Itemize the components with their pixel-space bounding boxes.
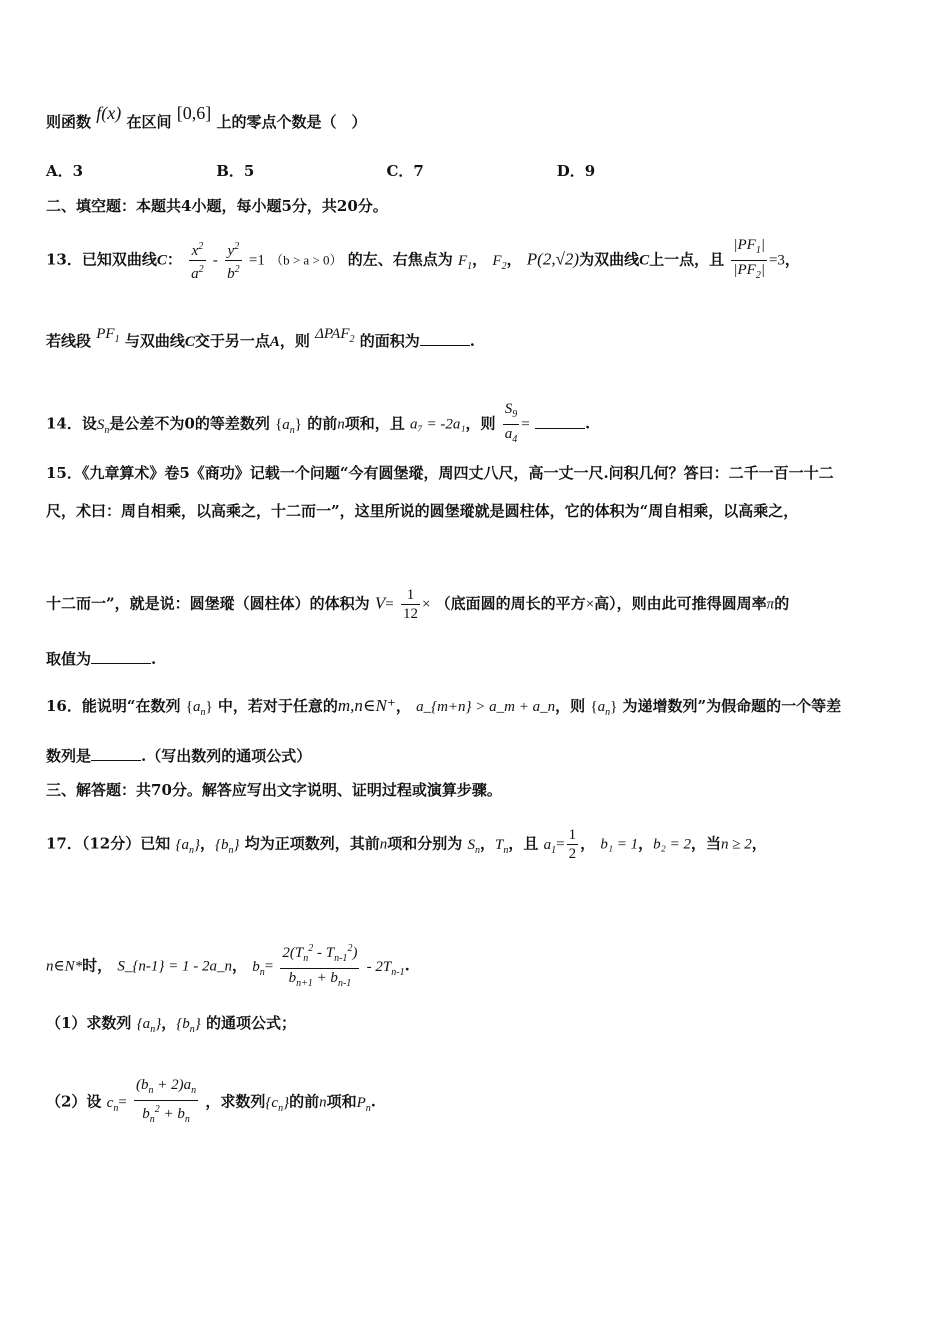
- frac-s9-a4: $\frac{S_9}{a_4}$: [504, 401, 518, 445]
- q16-answer-blank[interactable]: [91, 746, 141, 761]
- section-2-heading: 二、填空题：本题共4小题，每小题5分，共20分。: [46, 197, 388, 215]
- q13-line2: 若线段 $PF_1$ 与双曲线C交于另一点A，则 $\Delta PAF_2$ 的面积为 .: [46, 326, 475, 350]
- q17-part2: （2）设 $c_n=$ $\frac{(b_n + 2)a_n}{b_n^2 + b_n}$ ，求数列$\{c_n\}$的前n项和$P_n$.: [46, 1076, 920, 1129]
- frac-bn-formula: $\frac{2(T_n^2 - T_{n-1}^2)}{b_{n+1} + b_{n-1}}$: [280, 940, 359, 993]
- option-d[interactable]: D．9: [556, 162, 596, 180]
- q12-stem: 则函数 f(x) 在区间 [0,6] 上的零点个数是（ ）: [46, 103, 367, 131]
- option-a[interactable]: A．3: [46, 162, 84, 180]
- option-b[interactable]: B．5: [216, 162, 255, 180]
- option-c[interactable]: C．7: [386, 162, 424, 180]
- f1-label: $F_1$: [457, 252, 473, 272]
- q15-line2: 尺，术曰：周自相乘，以高乘之，十二而一”，这里所说的圆堡瑽就是圆柱体，它的体积为“周自相乘，以高乘之，: [46, 502, 799, 520]
- q12-options: [46, 160, 920, 182]
- frac-1-12: $\frac{1}{12}$: [402, 587, 418, 622]
- frac-y2-b2: $\frac{y^2}{b^2}$: [225, 238, 242, 283]
- section-3-heading: 三、解答题：共70分。解答应写出文字说明、证明过程或演算步骤。: [46, 781, 502, 799]
- q14-line: 14．设$S_n$是公差不为0的等差数列 $\{a_n\}$ 的前n项和，且 a₇ = -2a₁，则 $\frac{S_9}{a_4}$ = .: [46, 400, 920, 449]
- q15-line4: 取值为 .: [46, 650, 157, 668]
- q17-line2: n∈N*时， S_{n-1} = 1 - 2a_n， $b_n=$ $\frac{2(T_n^2 - T_{n-1}^2)}{b_{n+1} + b_{n-1}}$ - $2T_{n-1}$.: [46, 940, 920, 993]
- q17-part1: （1）求数列 $\{a_n\}$，$\{b_n\}$ 的通项公式；: [46, 1014, 296, 1035]
- triangle-label: $\Delta PAF_2$: [315, 326, 355, 345]
- q16-line2: 数列是 .（写出数列的通项公式）: [46, 747, 312, 765]
- q15-line1: 15．《九章算术》卷5《商功》记载一个问题“今有圆堡瑽，周四丈八尺，高一丈一尺.问积几何？答曰：二千一百一十二: [46, 464, 834, 482]
- frac-half: $\frac{1}{2}$: [568, 827, 577, 862]
- pf1-label: $PF_1$: [96, 326, 120, 345]
- q16-line1: 16．能说明“在数列 $\{a_n\}$ 中，若对于任意的m,n∈N⁺， a_{m+n} > a_m + a_n，则 $\{a_n\}$ 为递增数列”为假命题的一个等差: [46, 696, 842, 718]
- q15-answer-blank[interactable]: [91, 649, 151, 664]
- frac-pf-ratio: $\frac{|PF_1|}{|PF_2|}$: [733, 237, 765, 281]
- f2-label: $F_2$: [492, 252, 507, 272]
- q13-line1: 13．已知双曲线C： $\frac{x^2}{a^2}$ - $\frac{y^2}{b^2}$ =1 （b > a > 0） 的左、右焦点为 $F_1$， $F_2$， P(2,√2)为双曲线C上一点，且 $\frac{|PF_1|}{|PF_2|}$ =3，: [46, 236, 920, 285]
- q14-answer-blank[interactable]: [535, 414, 585, 429]
- q15-line3: 十二而一”，就是说：圆堡瑽（圆柱体）的体积为 V= $\frac{1}{12}$ × （底面圆的周长的平方×高），则由此可推得圆周率π的: [46, 587, 790, 622]
- frac-cn-formula: $\frac{(b_n + 2)a_n}{b_n^2 + b_n}$: [136, 1077, 197, 1125]
- frac-x2-a2: $\frac{x^2}{a^2}$: [189, 238, 206, 283]
- q13-answer-blank[interactable]: [420, 331, 470, 346]
- q17-line1: 17．（12分）已知 $\{a_n\}$，$\{b_n\}$ 均为正项数列，其前n项和分别为 $S_n$，$T_n$，且 $a_1=$ $\frac{1}{2}$ ， b₁ = 1，b₂ = 2，当n ≥ 2，: [46, 827, 767, 862]
